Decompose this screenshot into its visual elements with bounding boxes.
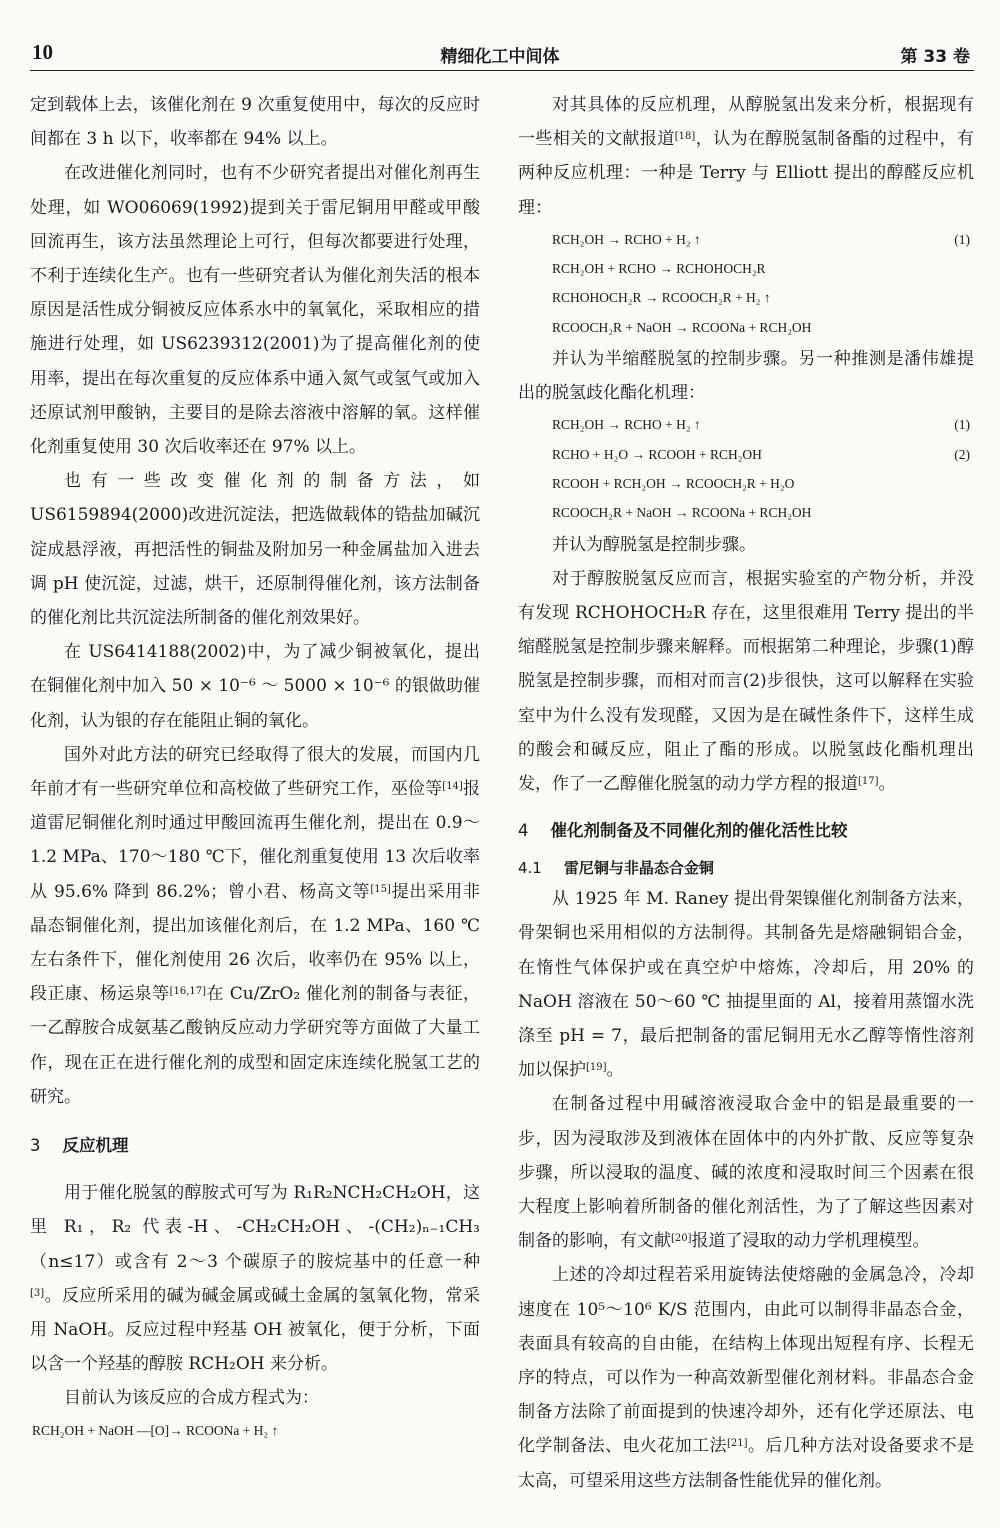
citation: [3]: [30, 1287, 45, 1299]
paragraph: [518, 1087, 974, 1258]
text: 从 1925 年 M. Raney 提出骨架镍催化剂制备方法来，骨架铜也采用相似的方法制得。其制备先是熔融铜铝合金，在惰性气体保护或在真空炉中熔炼，冷却后，用 20% 的 NaOH 溶液在 50～60 ℃ 抽提里面的 Al，接着用蒸馏水洗涤至 pH = 7，最后把制备的雷尼铜用无水乙醇等惰性溶剂加以保护: [518, 889, 974, 1081]
paragraph: 目前认为该反应的合成方程式为：: [64, 1388, 319, 1409]
paragraph: 也有一些改变催化剂的制备方法，如 US6159894(2000)改进沉淀法，把选做载体的锆盐加碱沉淀成悬浮液，再把活性的铜盐及附加另一种金属盐加入进去调 pH 使沉淀，过滤，烘干，还原制得催化剂，该方法制备的催化剂比共沉淀法所制备的催化剂效果好。: [30, 471, 480, 629]
citation: [15]: [370, 883, 391, 895]
header-rule: [30, 70, 974, 71]
subsection-heading-4-1: [518, 857, 974, 878]
paragraph: [30, 738, 480, 1114]
paragraph: 在 US6414188(2002)中，为了减少铜被氧化，提出在铜催化剂中加入 50 × 10⁻⁶ ～ 5000 × 10⁻⁶ 的银做助催化剂，认为银的存在能阻止铜的氧化。: [30, 642, 480, 731]
equation-group-1: [518, 225, 974, 342]
text: 在制备过程中用碱溶液浸取合金中的铝是最重要的一步，因为浸取涉及到液体在固体中的内外扩散、反应等复杂步骤，所以浸取的温度、碱的浓度和浸取时间三个因素在很大程度上影响着所制备的催化剂活性，为了了解这些因素对制备的影响，有文献: [518, 1094, 974, 1252]
equation-text: RCH₂OH → RCHO + H₂ ↑: [552, 231, 701, 247]
text: 提出采用非晶态铜催化剂，提出加该催化剂后，在 1.2 MPa、160 ℃左右条件下，催化剂使用 26 次后，收率仍在 95% 以上，段正康、杨运泉等: [30, 881, 480, 1005]
paragraph: 在改进催化剂同时，也有不少研究者提出对催化剂再生处理，如 WO06069(1992)提到关于雷尼铜用甲醛或甲酸回流再生，该方法虽然理论上可行，但每次都要进行处理，不利于连续化生产。也有一些研究者认为催化剂失活的根本原因是活性成分铜被反应体系水中的氧氧化，采取相应的措施进行处理，如 US6239312(2001)为了提高催化剂的使用率，提出在每次重复的反应体系中通入氮气或氢气或加入还原试剂甲酸钠，主要目的是除去溶液中溶解的氧。这样催化剂重复使用 30 次后收率还在 97% 以上。: [30, 163, 480, 458]
journal-title: 精细化工中间体: [440, 47, 560, 67]
paragraph: 并认为半缩醛脱氢的控制步骤。另一种推测是潘伟雄提出的脱氢歧化酯化机理：: [518, 349, 974, 404]
text: 。: [606, 1060, 624, 1081]
equation-group-2: [518, 410, 974, 527]
equation-number: (2): [954, 446, 970, 462]
equation: [518, 254, 974, 283]
text: ，认为在醇脱氢制备酯的过程中，有两种反应机理：一种是 Terry 与 Elliott 提出的醇醛反应机理：: [518, 129, 975, 218]
equation: [518, 410, 974, 439]
citation: [17]: [858, 776, 879, 788]
text: 。后几种方法对设备要求不是太高，可望采用这些方法制备性能优异的催化剂。: [518, 1436, 975, 1491]
citation: [21]: [727, 1438, 748, 1450]
page-number: 10: [32, 40, 53, 64]
text: 。: [878, 774, 896, 795]
section-number: 3: [30, 1136, 41, 1156]
section-heading-3: [30, 1132, 480, 1156]
equation-text: RCHOHOCH₂R → RCOOCH₂R + H₂ ↑: [552, 290, 771, 306]
equation-text: RCOOCH₂R + NaOH → RCOONa + RCH₂OH: [552, 505, 812, 521]
text: 。反应所采用的碱为碱金属或碱土金属的氢氧化物，常采用 NaOH。反应过程中羟基 OH 被氧化，便于分析，下面以含一个羟基的醇胺 RCH₂OH 来分析。: [30, 1285, 480, 1375]
paragraph: [518, 1258, 974, 1497]
right-column: [518, 88, 974, 1498]
paragraph: [518, 562, 974, 801]
section-number: 4: [518, 821, 529, 841]
text: 对其具体的反应机理，从醇脱氢出发来分析，根据现有一些相关的文献报道: [518, 95, 974, 150]
equation: [518, 313, 974, 342]
text: 用于催化脱氢的醇胺式可写为 R₁R₂NCH₂CH₂OH，这里 R₁，R₂ 代表-H、-CH₂CH₂OH、-(CH₂)ₙ₋₁CH₃（n≤17）或含有 2～3 个碳原子的胺烷基中的任意一种: [30, 1183, 480, 1272]
paragraph: [518, 882, 974, 1087]
subsection-title: 雷尼铜与非晶态合金铜: [563, 859, 714, 878]
equation-text: RCH₂OH → RCHO + H₂ ↑: [552, 417, 701, 433]
equation-number: (1): [954, 231, 970, 247]
section-heading-4: [518, 817, 974, 841]
equation-text: RCOOH + RCH₂OH → RCOOCH₂R + H₂O: [552, 476, 795, 491]
citation: [20]: [671, 1233, 692, 1245]
text: 对于醇胺脱氢反应而言，根据实验室的产物分析，并没有发现 RCHOHOCH₂R 存在，这里很难用 Terry 提出的半缩醛脱氢是控制步骤来解释。而根据第二种理论，步骤(1)醇脱氢是控制步骤，而相对而言(2)步很快，这可以解释在实验室中为什么没有发现醛，又因为是在碱性条件下，这样生成的酸会和碱反应，阻止了酯的形成。以脱氢歧化酯机理出发，作了一乙醇催化脱氢的动力学方程的报道: [518, 568, 974, 795]
section-title: 反应机理: [62, 1136, 129, 1156]
subsection-number: 4.1: [518, 859, 542, 878]
paragraph: [518, 88, 974, 225]
citation: [14]: [442, 781, 463, 793]
equation: RCH₂OH + NaOH —[O]→ RCOONa + H₂ ↑: [32, 1422, 279, 1438]
paragraph: [30, 1176, 480, 1381]
text: 在 Cu/ZrO₂ 催化剂的制备与表征，一乙醇胺合成氨基乙酸钠反应动力学研究等方面做了大量工作，现在正在进行催化剂的成型和固定床连续化脱氢工艺的研究。: [30, 984, 481, 1107]
equation: [518, 440, 974, 469]
left-column: [30, 88, 480, 1445]
equation: [518, 498, 974, 527]
equation-text: RCOOCH₂R + NaOH → RCOONa + RCH₂OH: [552, 319, 812, 335]
equation: [518, 283, 974, 312]
text: 报道雷尼铜催化剂时通过甲酸回流再生催化剂，提出在 0.9～1.2 MPa、170～180 ℃下，催化剂重复使用 13 次后收率从 95.6% 降到 86.2%；曾小君、杨高文等: [30, 779, 481, 902]
volume-label: 第 33 卷: [900, 47, 970, 67]
page-header: [0, 0, 1000, 70]
paragraph: 定到载体上去，该催化剂在 9 次重复使用中，每次的反应时间都在 3 h 以下，收率都在 94% 以上。: [30, 95, 480, 150]
citation: [16,17]: [169, 986, 207, 998]
text: 上述的冷却过程若采用旋铸法使熔融的金属急冷，冷却速度在 10⁵～10⁶ K/S 范围内，由此可以制得非晶态合金，表面具有较高的自由能，在结构上体现出短程有序、长程无序的特点，可以作为一种高效新型催化剂材料。非晶态合金制备方法除了前面提到的快速冷却外，还有化学还原法、电化学制备法、电火花加工法: [518, 1265, 974, 1457]
text: 国外对此方法的研究已经取得了很大的发展，而国内几年前才有一些研究单位和高校做了些研究工作，巫俭等: [30, 744, 480, 800]
citation: [18]: [674, 131, 696, 143]
paragraph: 并认为醇脱氢是控制步骤。: [552, 534, 756, 555]
equation-number: (1): [954, 417, 970, 433]
citation: [19]: [586, 1062, 607, 1074]
section-title: 催化剂制备及不同催化剂的催化活性比较: [550, 821, 848, 841]
equation-text: RCHO + H₂O → RCOOH + RCH₂OH: [552, 446, 762, 462]
equation-text: RCH₂OH + RCHO → RCHOHOCH₂R: [552, 261, 766, 277]
equation: [518, 469, 974, 498]
text: 报道了浸取的动力学机理模型。: [691, 1231, 930, 1252]
equation: [518, 225, 974, 254]
